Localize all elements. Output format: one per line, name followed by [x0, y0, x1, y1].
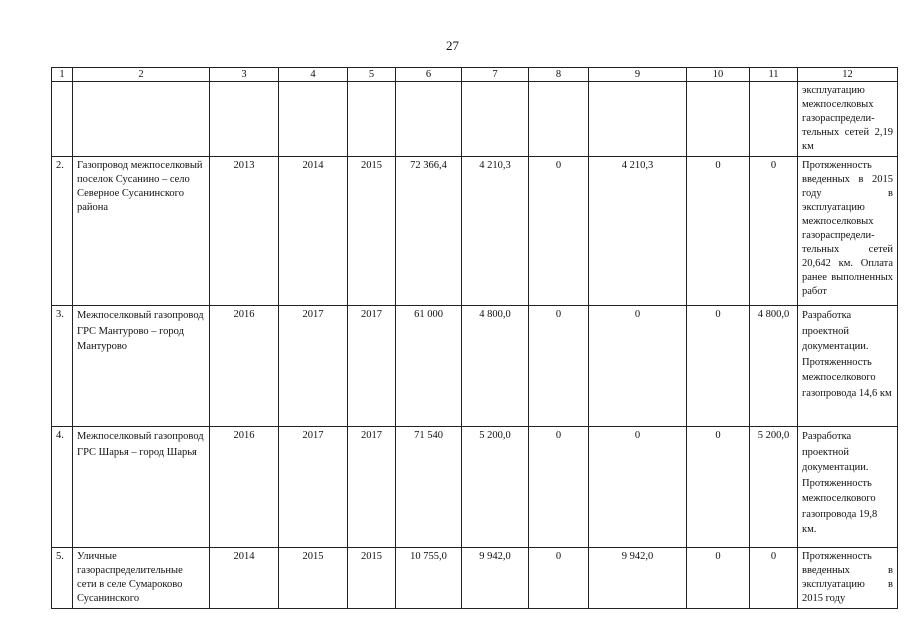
cell-col7: 5 200,0 — [462, 427, 529, 548]
column-header: 7 — [462, 68, 529, 82]
note-cell: Разработка проектной документации. Протяженность межпоселкового газопровода 19,8 км. — [798, 427, 898, 548]
cell-col3: 2014 — [210, 548, 279, 609]
object-name: Межпоселковый газопровод ГРС Мантурово – город Мантурово — [73, 306, 210, 427]
cell-col10: 0 — [687, 157, 750, 306]
table-cell — [589, 82, 687, 157]
cell-col10: 0 — [687, 306, 750, 427]
cell-col5: 2015 — [348, 157, 396, 306]
cell-col11: 4 800,0 — [750, 306, 798, 427]
object-name: Межпоселковый газопровод ГРС Шарья – город Шарья — [73, 427, 210, 548]
cell-col9: 9 942,0 — [589, 548, 687, 609]
table-row — [52, 548, 898, 609]
table-row-continuation — [52, 82, 898, 157]
column-header: 3 — [210, 68, 279, 82]
column-header: 2 — [73, 68, 210, 82]
table-row — [52, 157, 898, 306]
table-cell — [396, 82, 462, 157]
cell-col4: 2017 — [279, 427, 348, 548]
cell-col3: 2016 — [210, 427, 279, 548]
cell-col10: 0 — [687, 548, 750, 609]
cell-col7: 4 800,0 — [462, 306, 529, 427]
cell-col8: 0 — [529, 427, 589, 548]
row-index: 2. — [52, 157, 73, 306]
cell-col11: 0 — [750, 548, 798, 609]
cell-col5: 2017 — [348, 306, 396, 427]
cell-col11: 5 200,0 — [750, 427, 798, 548]
column-header: 6 — [396, 68, 462, 82]
note-cell: Разработка проектной документации. Протяженность межпоселкового газопровода 14,6 км — [798, 306, 898, 427]
table-row — [52, 427, 898, 548]
cell-col6: 61 000 — [396, 306, 462, 427]
column-header: 10 — [687, 68, 750, 82]
row-index: 5. — [52, 548, 73, 609]
table-cell — [687, 82, 750, 157]
table-cell — [73, 82, 210, 157]
cell-col9: 0 — [589, 427, 687, 548]
cell-col9: 0 — [589, 306, 687, 427]
cell-col6: 71 540 — [396, 427, 462, 548]
cell-col6: 10 755,0 — [396, 548, 462, 609]
table-header-row — [52, 68, 898, 82]
cell-col9: 4 210,3 — [589, 157, 687, 306]
row-index: 4. — [52, 427, 73, 548]
table-cell — [210, 82, 279, 157]
column-header: 12 — [798, 68, 898, 82]
table-row — [52, 306, 898, 427]
column-header: 9 — [589, 68, 687, 82]
column-header: 8 — [529, 68, 589, 82]
table-cell — [279, 82, 348, 157]
column-header: 1 — [52, 68, 73, 82]
page-number: 27 — [446, 38, 459, 53]
cell-col11: 0 — [750, 157, 798, 306]
object-name: Газопровод межпоселковый поселок Сусанино – село Северное Сусанинского района — [73, 157, 210, 306]
cell-col8: 0 — [529, 157, 589, 306]
cell-col5: 2015 — [348, 548, 396, 609]
table-cell — [52, 82, 73, 157]
cell-col7: 4 210,3 — [462, 157, 529, 306]
cell-col5: 2017 — [348, 427, 396, 548]
column-header: 4 — [279, 68, 348, 82]
row-index: 3. — [52, 306, 73, 427]
column-header: 11 — [750, 68, 798, 82]
cell-col3: 2013 — [210, 157, 279, 306]
table-cell — [348, 82, 396, 157]
column-header: 5 — [348, 68, 396, 82]
note-cell: Протяженность введенных в эксплуатацию в 2015 году — [798, 548, 898, 609]
cell-col10: 0 — [687, 427, 750, 548]
cell-col4: 2015 — [279, 548, 348, 609]
cell-col3: 2016 — [210, 306, 279, 427]
cell-col8: 0 — [529, 548, 589, 609]
cell-col7: 9 942,0 — [462, 548, 529, 609]
table-cell — [529, 82, 589, 157]
table-cell — [462, 82, 529, 157]
cell-col4: 2014 — [279, 157, 348, 306]
cell-col6: 72 366,4 — [396, 157, 462, 306]
data-table — [51, 67, 898, 609]
note-cell: эксплуатацию межпоселковых газораспредели-тельных сетей 2,19 км — [798, 82, 898, 157]
note-cell: Протяженность введенных в 2015 году в эксплуатацию межпоселковых газораспредели-тельных сетей 20,642 км. Оплата ранее выполненных работ — [798, 157, 898, 306]
cell-col4: 2017 — [279, 306, 348, 427]
object-name: Уличные газораспределительные сети в селе Сумароково Сусанинского — [73, 548, 210, 609]
table-cell — [750, 82, 798, 157]
cell-col8: 0 — [529, 306, 589, 427]
